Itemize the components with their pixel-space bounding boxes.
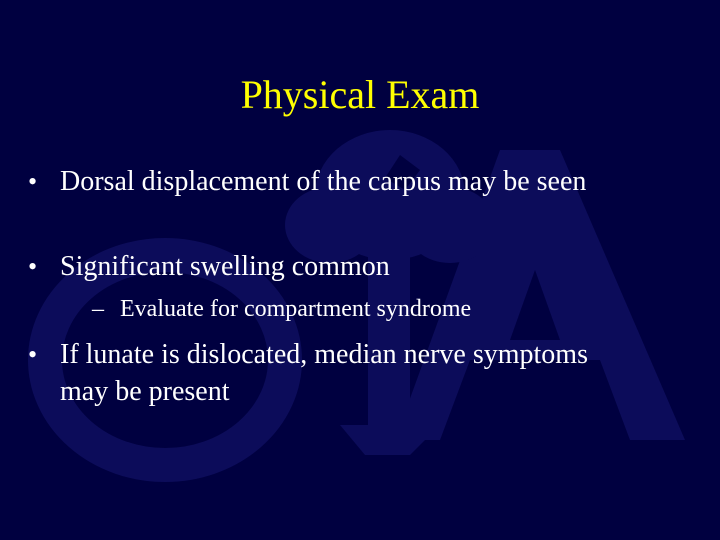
bullet-text: Dorsal displacement of the carpus may be seen [60,166,587,197]
bullet-marker: • [28,340,38,369]
bullet-text: If lunate is dislocated, median nerve symptoms may be present [60,339,588,407]
sub-bullet-marker: – [92,296,104,322]
slide-title: Physical Exam [240,72,480,117]
bullet-text: Significant swelling common [60,251,390,282]
bullet-marker: • [28,252,38,281]
sub-bullet-text: Evaluate for compartment syndrome [120,296,472,322]
bullet-marker: • [28,167,38,196]
